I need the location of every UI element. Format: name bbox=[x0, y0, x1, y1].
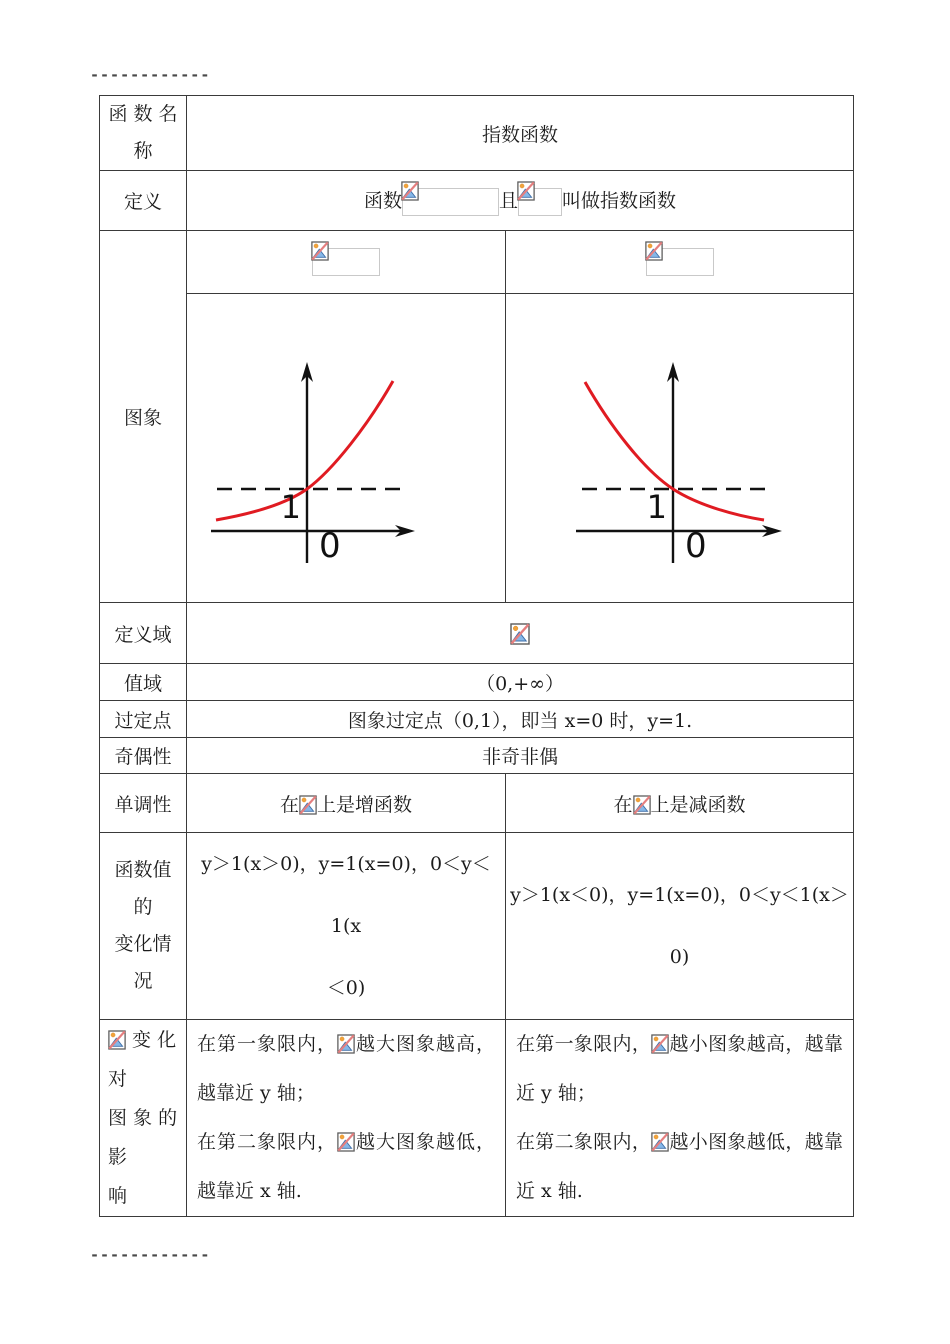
broken-image-icon[interactable] bbox=[108, 1030, 126, 1050]
domain-label: 定义域 bbox=[100, 603, 187, 664]
value-change-right bbox=[506, 833, 854, 1020]
broken-image-icon[interactable] bbox=[651, 1034, 669, 1054]
value-change-left bbox=[187, 833, 506, 1020]
value-change-left-line2: ＜0) bbox=[326, 977, 366, 999]
row-fixed-point bbox=[100, 701, 854, 738]
graph-decreasing-cell bbox=[506, 294, 854, 603]
impact-right bbox=[506, 1020, 854, 1217]
value-change-right-line1: y＞1(x＜0)，y=1(x=0)，0＜y＜1(x＞ bbox=[510, 884, 849, 906]
text: 在第二象限内， bbox=[516, 1131, 652, 1153]
mono-right-after: 上是减函数 bbox=[650, 793, 746, 816]
row-domain bbox=[100, 603, 854, 664]
label-one: 1 bbox=[280, 488, 301, 526]
parity-label: 奇偶性 bbox=[100, 738, 187, 774]
label-one: 1 bbox=[646, 488, 667, 526]
broken-image-icon[interactable] bbox=[651, 1132, 669, 1152]
label-line: 况 bbox=[133, 970, 153, 992]
definition-text-before: 函数 bbox=[363, 189, 402, 212]
broken-image-icon bbox=[645, 241, 663, 261]
label-line: 函 数 名 bbox=[108, 103, 178, 125]
range-label: 值域 bbox=[100, 664, 187, 701]
parity-value: 非奇非偶 bbox=[187, 738, 854, 774]
text: 在第二象限内， bbox=[197, 1131, 337, 1153]
label-line: 影 bbox=[108, 1145, 128, 1168]
label-zero: 0 bbox=[319, 526, 341, 566]
label-line: 函数值 bbox=[114, 859, 172, 881]
label-line: 对 bbox=[108, 1067, 128, 1090]
graph-left-formula-cell bbox=[187, 231, 506, 294]
decreasing-exponential-graph bbox=[506, 294, 852, 597]
value-change-right-line2: 0) bbox=[669, 946, 690, 968]
impact-left bbox=[187, 1020, 506, 1217]
text: 越小图象越高，越靠近 y 轴； bbox=[516, 1033, 843, 1104]
impact-right-p1 bbox=[516, 1020, 843, 1118]
top-dashed-line: ------------ bbox=[90, 66, 211, 84]
formula-placeholder[interactable] bbox=[646, 248, 714, 276]
impact-left-p1 bbox=[197, 1020, 495, 1118]
definition-text-after: 叫做指数函数 bbox=[562, 189, 677, 212]
monotonicity-label: 单调性 bbox=[100, 774, 187, 833]
text: 在第一象限内， bbox=[197, 1033, 337, 1055]
broken-image-icon[interactable] bbox=[337, 1034, 355, 1054]
label-line: 变 化 bbox=[132, 1028, 177, 1051]
label-line: 变化情 bbox=[114, 933, 172, 955]
row-graphs bbox=[100, 294, 854, 603]
broken-image-icon[interactable] bbox=[337, 1132, 355, 1152]
impact-left-p2 bbox=[197, 1118, 495, 1216]
broken-image-icon bbox=[517, 181, 535, 201]
formula-placeholder[interactable] bbox=[312, 248, 380, 276]
monotonicity-left bbox=[187, 774, 506, 833]
definition-value bbox=[187, 171, 854, 231]
text: 在第一象限内， bbox=[516, 1033, 652, 1055]
graph-label: 图象 bbox=[100, 231, 187, 603]
formula-placeholder[interactable] bbox=[402, 188, 499, 216]
fixed-point-value: 图象过定点（0,1），即当 x=0 时，y=1. bbox=[187, 701, 854, 738]
text: 越小图象越低，越靠近 x 轴. bbox=[516, 1131, 843, 1202]
exponential-curve bbox=[585, 382, 764, 520]
label-line: 的 bbox=[133, 896, 153, 918]
domain-value bbox=[187, 603, 854, 664]
monotonicity-right bbox=[506, 774, 854, 833]
bottom-dashed-line: ------------ bbox=[90, 1246, 211, 1264]
row-impact bbox=[100, 1020, 854, 1217]
mono-left-after: 上是增函数 bbox=[317, 793, 413, 816]
graph-increasing-cell bbox=[187, 294, 506, 603]
function-name-value: 指数函数 bbox=[187, 96, 854, 171]
row-range bbox=[100, 664, 854, 701]
range-value: （0,+∞） bbox=[187, 664, 854, 701]
value-change-left-line1: y＞1(x＞0)，y=1(x=0)，0＜y＜1(x bbox=[201, 853, 491, 937]
increasing-exponential-graph bbox=[187, 294, 504, 597]
broken-image-icon bbox=[401, 181, 419, 201]
text: 越大图象越高，越靠近 y 轴； bbox=[197, 1033, 495, 1104]
fixed-point-label: 过定点 bbox=[100, 701, 187, 738]
exponential-curve bbox=[216, 381, 393, 520]
label-zero: 0 bbox=[685, 526, 707, 566]
impact-label bbox=[100, 1020, 187, 1217]
row-function-name bbox=[100, 96, 854, 171]
row-parity bbox=[100, 738, 854, 774]
row-monotonicity bbox=[100, 774, 854, 833]
broken-image-icon[interactable] bbox=[633, 795, 651, 815]
mono-right-before: 在 bbox=[613, 793, 633, 816]
value-change-label bbox=[100, 833, 187, 1020]
exponential-function-table bbox=[99, 95, 854, 1217]
broken-image-icon[interactable] bbox=[510, 623, 530, 645]
label-line: 称 bbox=[133, 140, 153, 162]
text: 越大图象越低，越靠近 x 轴. bbox=[197, 1131, 495, 1202]
impact-right-p2 bbox=[516, 1118, 843, 1216]
definition-label: 定义 bbox=[100, 171, 187, 231]
definition-text-middle: 且 bbox=[499, 189, 519, 212]
row-value-change bbox=[100, 833, 854, 1020]
broken-image-icon[interactable] bbox=[299, 795, 317, 815]
formula-placeholder[interactable] bbox=[518, 188, 562, 216]
label-line: 响 bbox=[108, 1184, 128, 1207]
mono-left-before: 在 bbox=[279, 793, 299, 816]
broken-image-icon bbox=[311, 241, 329, 261]
row-graph-formulas bbox=[100, 231, 854, 294]
function-name-label bbox=[100, 96, 187, 171]
row-definition bbox=[100, 171, 854, 231]
label-line: 图 象 的 bbox=[108, 1106, 178, 1129]
graph-right-formula-cell bbox=[506, 231, 854, 294]
